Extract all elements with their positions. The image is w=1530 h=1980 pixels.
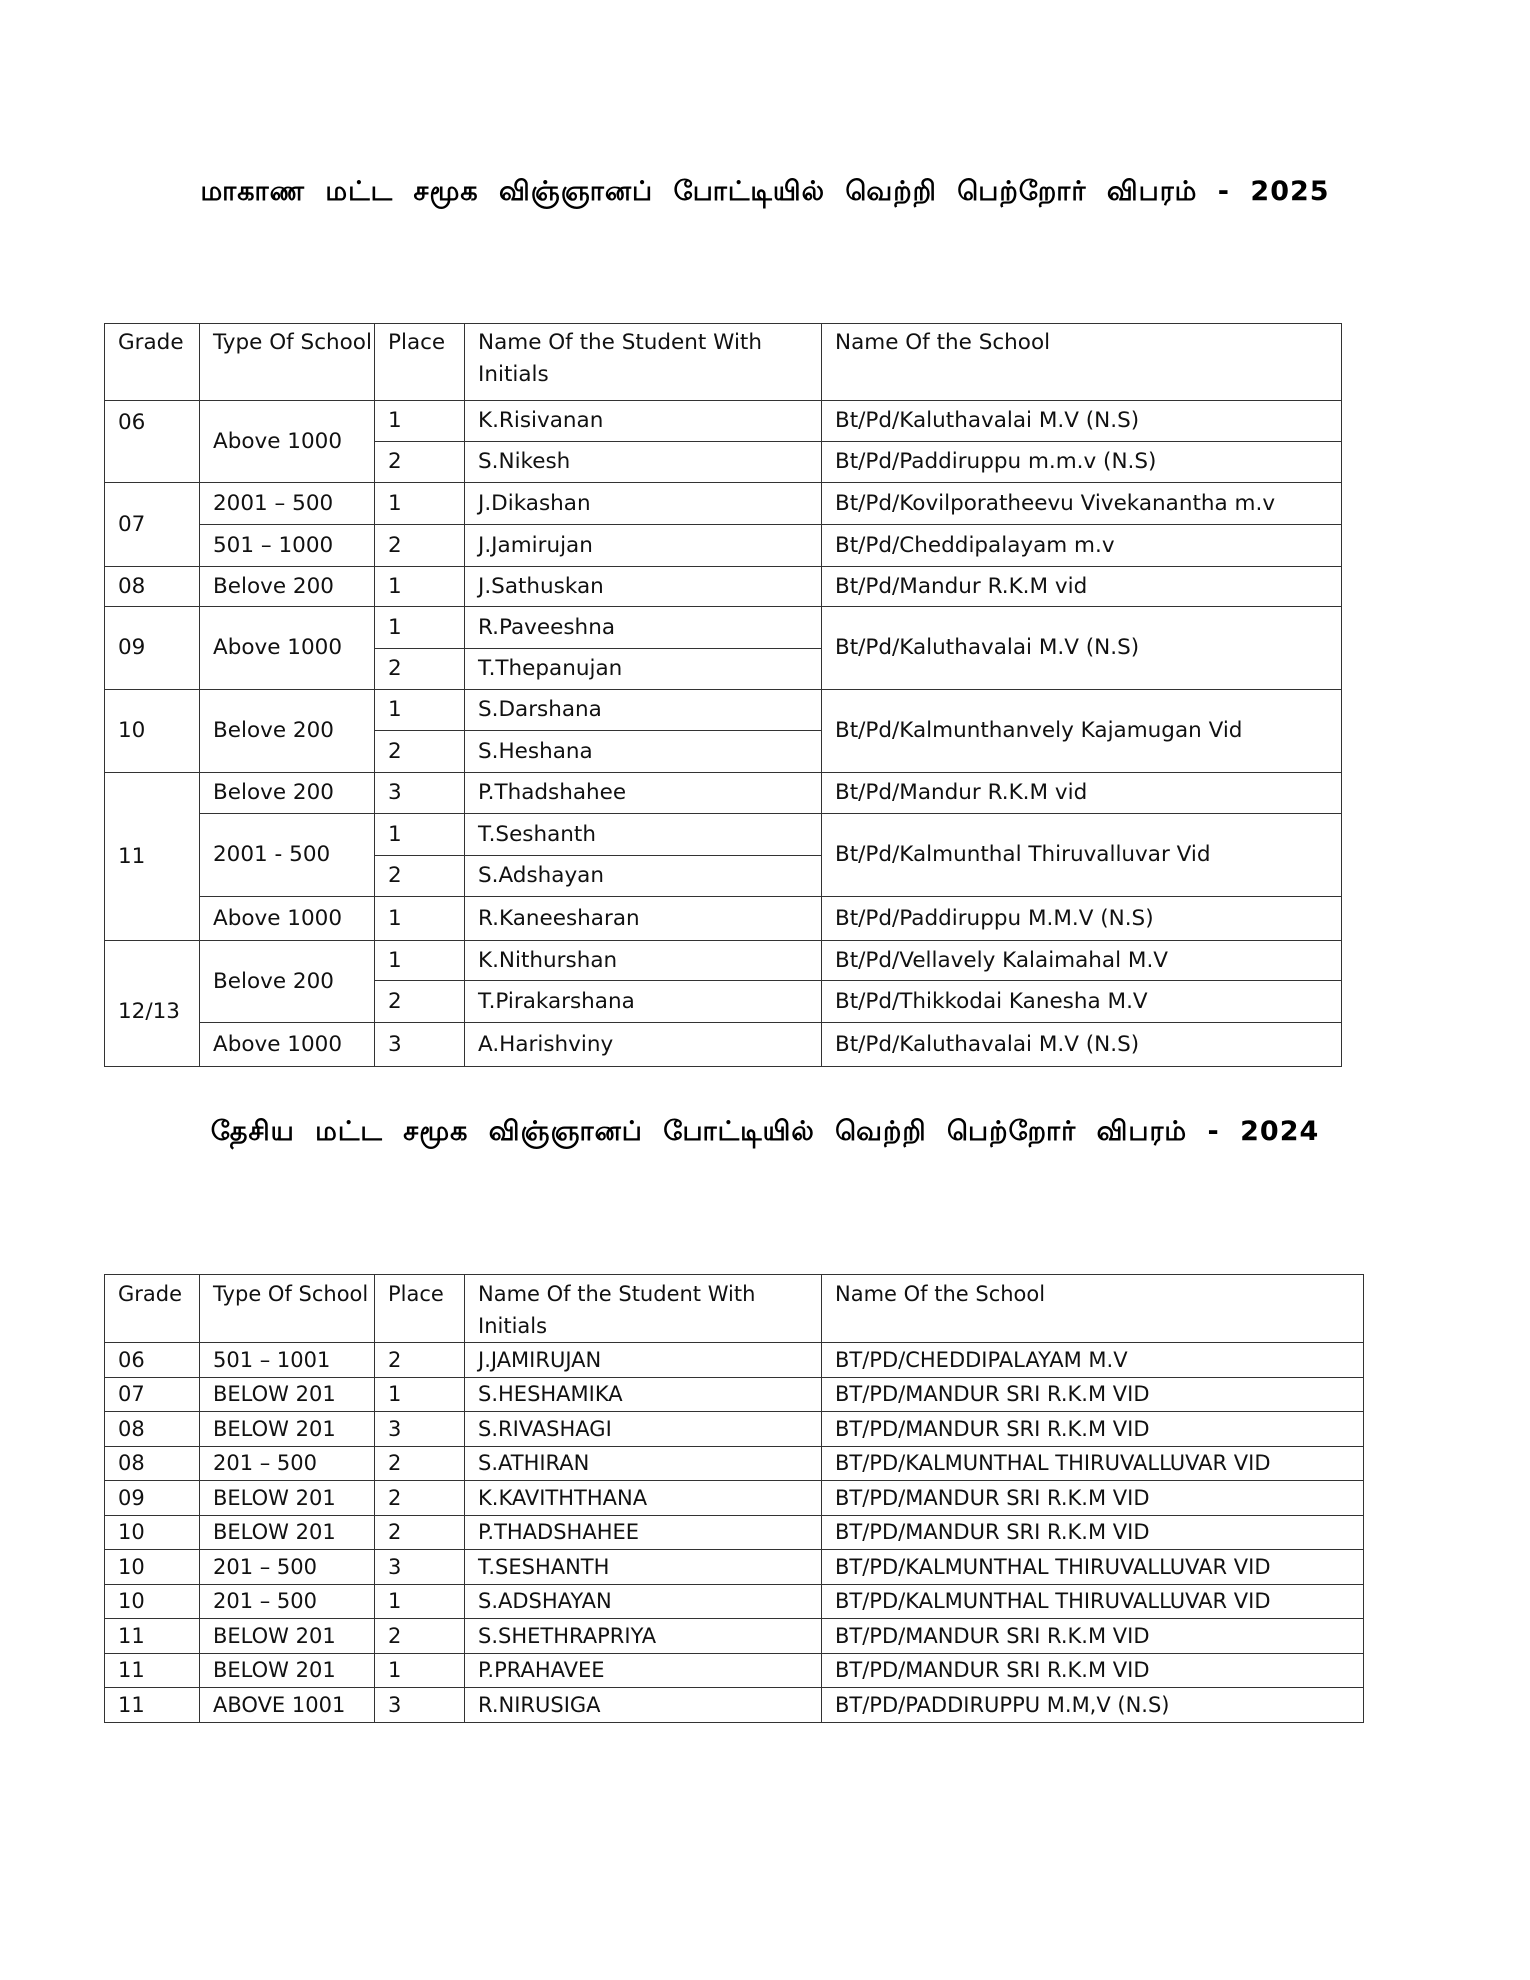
place-cell: 1 [375,690,465,731]
place-cell: 2 [375,649,465,690]
school-type-cell: BELOW 201 [200,1619,375,1654]
school-type-cell: Belove 200 [200,567,375,607]
school-cell: BT/PD/KALMUNTHAL THIRUVALLUVAR VID [822,1446,1364,1481]
school-cell: Bt/Pd/Mandur R.K.M vid [822,567,1342,607]
grade-cell: 07 [105,1377,200,1412]
student-cell: S.Nikesh [465,442,822,483]
header-type-of-school: Type Of School [200,1275,375,1343]
table-row [105,1481,1364,1516]
place-cell: 2 [375,1481,465,1516]
school-cell: Bt/Pd/Kaluthavalai M.V (N.S) [822,1023,1342,1067]
table-header-row [105,324,1342,401]
student-cell: S.Heshana [465,731,822,773]
place-cell: 1 [375,1584,465,1619]
school-cell: BT/PD/MANDUR SRI R.K.M VID [822,1653,1364,1688]
school-type-cell: Belove 200 [200,773,375,814]
header-school-name: Name Of the School [822,1275,1364,1343]
student-cell: P.PRAHAVEE [465,1653,822,1688]
place-cell: 2 [375,1619,465,1654]
header-grade: Grade [105,324,200,401]
grade-cell: 09 [105,607,200,690]
table-row [105,1023,1342,1067]
student-cell: R.NIRUSIGA [465,1688,822,1723]
grade-cell: 06 [105,1343,200,1378]
student-cell: K.Risivanan [465,401,822,442]
place-cell: 2 [375,1515,465,1550]
school-type-cell: BELOW 201 [200,1481,375,1516]
grade-cell: 11 [105,1688,200,1723]
table-header-row [105,1275,1364,1343]
place-cell: 2 [375,1343,465,1378]
school-type-cell: 201 – 500 [200,1446,375,1481]
student-cell: S.Darshana [465,690,822,731]
grade-cell: 06 [105,401,200,483]
school-cell: Bt/Pd/Cheddipalayam m.v [822,525,1342,567]
school-cell: BT/PD/PADDIRUPPU M.M,V (N.S) [822,1688,1364,1723]
school-type-cell: BELOW 201 [200,1515,375,1550]
table-row [105,1653,1364,1688]
school-type-cell: Above 1000 [200,897,375,941]
place-cell: 1 [375,1653,465,1688]
school-type-cell: 501 – 1000 [200,525,375,567]
student-cell: P.THADSHAHEE [465,1515,822,1550]
school-cell: BT/PD/MANDUR SRI R.K.M VID [822,1412,1364,1447]
grade-cell: 10 [105,1515,200,1550]
school-type-cell: Above 1000 [200,401,375,483]
place-cell: 1 [375,483,465,525]
table-row [105,941,1342,981]
student-cell: S.ATHIRAN [465,1446,822,1481]
table-row [105,690,1342,731]
place-cell: 2 [375,1446,465,1481]
student-cell: S.SHETHRAPRIYA [465,1619,822,1654]
place-cell: 2 [375,731,465,773]
place-cell: 3 [375,1412,465,1447]
table-row [105,483,1342,525]
school-cell: Bt/Pd/Mandur R.K.M vid [822,773,1342,814]
place-cell: 2 [375,856,465,897]
student-cell: S.Adshayan [465,856,822,897]
student-cell: J.Sathuskan [465,567,822,607]
school-type-cell: 2001 – 500 [200,483,375,525]
student-cell: T.Pirakarshana [465,981,822,1023]
grade-cell: 11 [105,1653,200,1688]
table-row [105,525,1342,567]
place-cell: 1 [375,401,465,442]
student-cell: K.KAVITHTHANA [465,1481,822,1516]
place-cell: 1 [375,897,465,941]
table-row [105,1515,1364,1550]
table-row [105,1688,1364,1723]
grade-cell: 11 [105,773,200,941]
student-cell: J.Dikashan [465,483,822,525]
national-results-title: தேசிய மட்ட சமூக விஞ்ஞானப் போட்டியில் வெற்றி பெற்றோர் விபரம் - 2024 [210,1116,1320,1147]
grade-cell: 11 [105,1619,200,1654]
header-place: Place [375,1275,465,1343]
table-row [105,1550,1364,1585]
student-cell: T.Thepanujan [465,649,822,690]
student-cell: P.Thadshahee [465,773,822,814]
place-cell: 2 [375,981,465,1023]
grade-cell: 12/13 [105,941,200,1067]
student-cell: A.Harishviny [465,1023,822,1067]
table-row [105,1377,1364,1412]
student-cell: K.Nithurshan [465,941,822,981]
school-cell: BT/PD/KALMUNTHAL THIRUVALLUVAR VID [822,1550,1364,1585]
grade-cell: 10 [105,690,200,773]
place-cell: 1 [375,607,465,649]
student-cell: S.RIVASHAGI [465,1412,822,1447]
school-type-cell: Belove 200 [200,941,375,1023]
grade-cell: 08 [105,1446,200,1481]
grade-cell: 10 [105,1550,200,1585]
school-type-cell: 201 – 500 [200,1550,375,1585]
student-cell: J.Jamirujan [465,525,822,567]
student-cell: T.SESHANTH [465,1550,822,1585]
student-cell: T.Seshanth [465,814,822,856]
table-row [105,607,1342,649]
table-row [105,567,1342,607]
school-cell: BT/PD/KALMUNTHAL THIRUVALLUVAR VID [822,1584,1364,1619]
grade-cell: 07 [105,483,200,567]
header-grade: Grade [105,1275,200,1343]
school-type-cell: Above 1000 [200,607,375,690]
table-row [105,1584,1364,1619]
table-row [105,401,1342,442]
student-cell: R.Kaneesharan [465,897,822,941]
grade-cell: 08 [105,1412,200,1447]
student-cell: S.ADSHAYAN [465,1584,822,1619]
place-cell: 3 [375,1550,465,1585]
school-cell: BT/PD/MANDUR SRI R.K.M VID [822,1377,1364,1412]
student-cell: J.JAMIRUJAN [465,1343,822,1378]
school-type-cell: 501 – 1001 [200,1343,375,1378]
place-cell: 3 [375,1023,465,1067]
school-type-cell: BELOW 201 [200,1412,375,1447]
place-cell: 2 [375,525,465,567]
school-cell: Bt/Pd/Kovilporatheevu Vivekanantha m.v [822,483,1342,525]
school-type-cell: ABOVE 1001 [200,1688,375,1723]
header-student-name: Name Of the Student With Initials [465,324,822,401]
table-row [105,1446,1364,1481]
grade-cell: 10 [105,1584,200,1619]
school-cell: Bt/Pd/Kaluthavalai M.V (N.S) [822,607,1342,690]
place-cell: 1 [375,1377,465,1412]
national-results-table [104,1274,1364,1723]
school-cell: Bt/Pd/Kalmunthal Thiruvalluvar Vid [822,814,1342,897]
school-type-cell: BELOW 201 [200,1377,375,1412]
school-cell: Bt/Pd/Thikkodai Kanesha M.V [822,981,1342,1023]
student-cell: R.Paveeshna [465,607,822,649]
table-row [105,897,1342,941]
header-type-of-school: Type Of School [200,324,375,401]
place-cell: 1 [375,814,465,856]
school-cell: BT/PD/CHEDDIPALAYAM M.V [822,1343,1364,1378]
grade-cell: 08 [105,567,200,607]
school-cell: Bt/Pd/Paddiruppu M.M.V (N.S) [822,897,1342,941]
school-cell: BT/PD/MANDUR SRI R.K.M VID [822,1481,1364,1516]
school-type-cell: Belove 200 [200,690,375,773]
table-row [105,1343,1364,1378]
grade-cell: 09 [105,1481,200,1516]
school-cell: Bt/Pd/Kaluthavalai M.V (N.S) [822,401,1342,442]
table-row [105,773,1342,814]
student-cell: S.HESHAMIKA [465,1377,822,1412]
place-cell: 2 [375,442,465,483]
school-cell: BT/PD/MANDUR SRI R.K.M VID [822,1619,1364,1654]
school-type-cell: Above 1000 [200,1023,375,1067]
school-cell: Bt/Pd/Vellavely Kalaimahal M.V [822,941,1342,981]
header-place: Place [375,324,465,401]
place-cell: 1 [375,941,465,981]
header-student-name: Name Of the Student With Initials [465,1275,822,1343]
school-cell: Bt/Pd/Paddiruppu m.m.v (N.S) [822,442,1342,483]
table-row [105,1412,1364,1447]
place-cell: 3 [375,773,465,814]
school-type-cell: 201 – 500 [200,1584,375,1619]
place-cell: 1 [375,567,465,607]
provincial-results-title: மாகாண மட்ட சமூக விஞ்ஞானப் போட்டியில் வெற்றி பெற்றோர் விபரம் - 2025 [200,176,1330,207]
school-cell: BT/PD/MANDUR SRI R.K.M VID [822,1515,1364,1550]
school-type-cell: BELOW 201 [200,1653,375,1688]
place-cell: 3 [375,1688,465,1723]
table-row [105,814,1342,856]
school-cell: Bt/Pd/Kalmunthanvely Kajamugan Vid [822,690,1342,773]
provincial-results-table [104,323,1342,1067]
header-school-name: Name Of the School [822,324,1342,401]
school-type-cell: 2001 - 500 [200,814,375,897]
table-row [105,1619,1364,1654]
